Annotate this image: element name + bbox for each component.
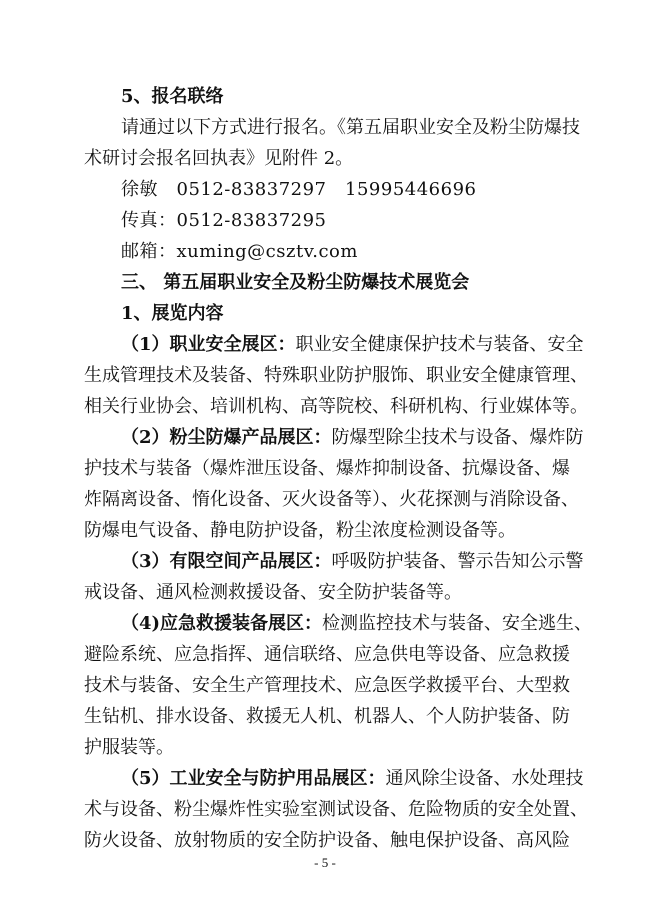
area-2-text: 防爆型除尘技术与设备、爆炸防 [331, 427, 584, 448]
area-3-title: （3）有限空间产品展区： [121, 551, 332, 572]
paragraph-line [121, 551, 584, 573]
page-number: - 5 - [314, 855, 336, 870]
contact-fax: 传真：0512-83837295 [121, 210, 327, 231]
area-3-text: 呼吸防护装备、警示告知公示警 [331, 551, 584, 572]
paragraph-line [121, 768, 584, 790]
contact-email: 邮箱：xuming@csztv.com [121, 241, 358, 262]
paragraph-line: 戒设备、通风检测救援设备、安全防护装备等。 [84, 582, 462, 603]
area-4-text: 检测监控技术与装备、安全逃生、 [322, 613, 593, 634]
section-3-heading: 三、 第五届职业安全及粉尘防爆技术展览会 [121, 272, 470, 293]
exhibition-content-heading: 1、展览内容 [121, 303, 224, 324]
paragraph-line [121, 613, 592, 635]
paragraph-line: 护服装等。 [84, 737, 174, 758]
paragraph-line [121, 427, 584, 449]
paragraph-line: 防火设备、放射物质的安全防护设备、触电保护设备、高风险 [84, 830, 570, 851]
area-2-title: （2）粉尘防爆产品展区： [121, 427, 332, 448]
paragraph-line: 术与设备、粉尘爆炸性实验室测试设备、危险物质的安全处置、 [84, 799, 588, 820]
area-5-text: 通风除尘设备、水处理技 [385, 768, 584, 789]
paragraph-line: 相关行业协会、培训机构、高等院校、科研机构、行业媒体等。 [84, 396, 588, 417]
paragraph-line [121, 334, 584, 356]
paragraph-line: 炸隔离设备、惰化设备、灭火设备等）、火花探测与消除设备、 [84, 489, 579, 510]
registration-text-line: 请通过以下方式进行报名。《第五届职业安全及粉尘防爆技 [121, 117, 580, 138]
area-1-title: （1）职业安全展区： [121, 334, 296, 355]
registration-text-line: 术研讨会报名回执表》见附件 2。 [84, 148, 354, 169]
paragraph-line: 生成管理技术及装备、特殊职业防护服饰、职业安全健康管理、 [84, 365, 588, 386]
area-1-text: 职业安全健康保护技术与装备、安全 [295, 334, 584, 355]
paragraph-line: 技术与装备、安全生产管理技术、应急医学救援平台、大型救 [84, 675, 570, 696]
contact-phone: 徐敏 0512-83837297 15995446696 [121, 179, 477, 200]
area-4-title: （4)应急救援装备展区： [121, 613, 323, 634]
paragraph-line: 护技术与装备（爆炸泄压设备、爆炸抑制设备、抗爆设备、爆 [84, 458, 570, 479]
paragraph-line: 避险系统、应急指挥、通信联络、应急供电等设备、应急救援 [84, 644, 570, 665]
area-5-title: （5）工业安全与防护用品展区： [121, 768, 386, 789]
section-5-heading: 5、报名联络 [121, 86, 224, 107]
paragraph-line: 生钻机、排水设备、救援无人机、机器人、个人防护装备、防 [84, 706, 570, 727]
paragraph-line: 防爆电气设备、静电防护设备，粉尘浓度检测设备等。 [84, 520, 516, 541]
